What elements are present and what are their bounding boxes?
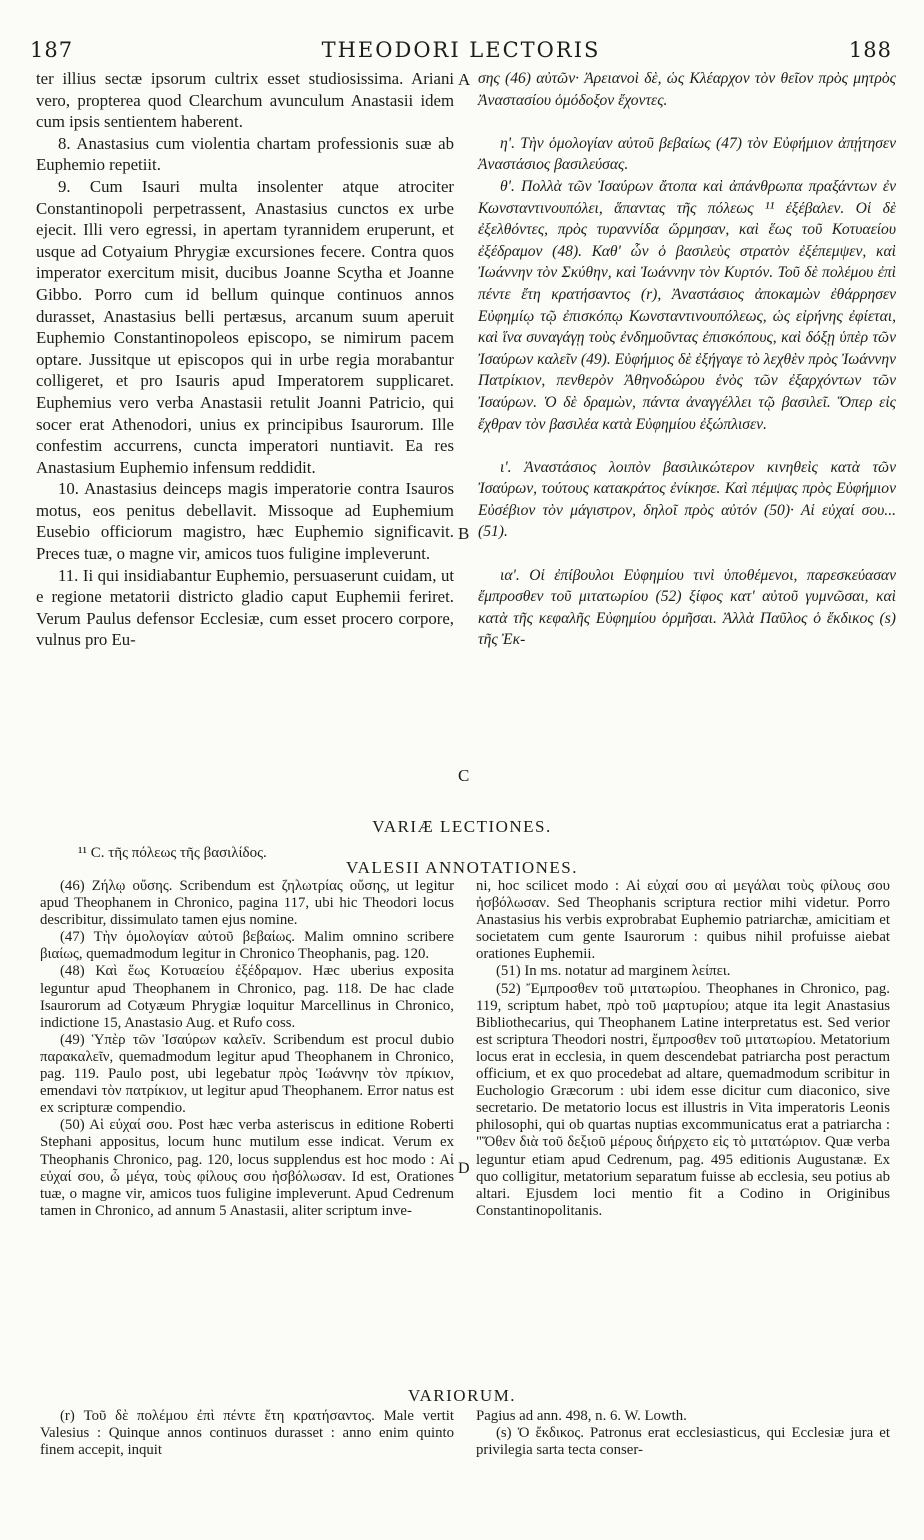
note: (50) Αἱ εὐχαί σου. Post hæc verba asteriscus in editione Roberti Stephani appositus, locum hunc mutilum esse indicat. Verum ex Theophanis Chronico, pag. 120, locus supplendus est hoc modo : Αἱ εὐχαί σου, ὦ μέγα, τοὺς φίλους σου ἠσβόλωσαν. Id est, Orationes tuæ, o magne vir, amicos tuos fuligine impleverunt. Apud Cedrenum tamen in Chronico, ad annum 5 Anastasii, aliter scriptum inve- — [40, 1117, 454, 1219]
variorum-right — [476, 1408, 890, 1459]
latin-para: ter illius sectæ ipsorum cultrix esset studiosissima. Ariani vero, propterea quod Clearchum avunculum Anastasii idem cum ipsis sentientem haberent. — [36, 69, 454, 132]
margin-marker-d: D — [458, 1160, 470, 1177]
variorum-note: (s) Ὁ ἔκδικος. Patronus erat ecclesiasticus, qui Ecclesiæ jura et privilegia sarta tecta conser- — [476, 1425, 890, 1459]
notes-right-column — [476, 878, 890, 1220]
variae-heading: VARIÆ LECTIONES. — [372, 817, 552, 836]
note: ni, hoc scilicet modo : Αἱ εὐχαί σου αἱ μεγάλαι τοὺς φίλους σου ἠσβόλωσαν. Sed Theophanis scriptura rectior mihi videtur. Porro Anastasius his verbis exprobrabat Euphemio patriarchæ, amicitiam et societatem cum gente Isaurorum : quibus nihil profuisse aiebat orationes Euphemii. — [476, 878, 890, 963]
note: (46) Ζήλῳ οὔσης. Scribendum est ζηλωτρίας οὔσης, ut legitur apud Theophanem in Chronico, pagina 117, ubi hic Theodori locus describitur, dissimulato tamen ejus nomine. — [40, 878, 454, 929]
greek-para: θ'. Πολλὰ τῶν Ἰσαύρων ἄτοπα καὶ ἀπάνθρωπα πραξάντων ἐν Κωνσταντινουπόλει, ἅπαντας τῆς πόλεως ¹¹ ἐξέβαλεν. Οἱ δὲ ἐξελθόντες, πρὸς τυραννίδα ὥρμησαν, καὶ ἕως τοῦ Κοτυαείου ἐξέδραμον (48). Καθ' ὧν ὁ βασιλεὺς στρατὸν ἐξέπεμψεν, καὶ Ἰωάννην τὸν Σκύθην, καὶ Ἰωάννην τὸν Κυρτόν. Τοῦ δὲ πολέμου ἐπὶ πέντε ἔτη κρατήσαντος (r), Ἀναστάσιος ἀποκαμὼν ἐθάρρησεν Εὐφημίῳ τῷ ἐπισκόπῳ Κωνσταντινουπόλεως, ὡς εἰρήνης ἐφίεται, καὶ ἵνα συναγάγῃ τοὺς ἐνδημοῦντας ἐπισκόπους, καὶ δόξῃ ὑπὲρ τῶν Ἰσαύρων καλεῖν (49). Εὐφήμιος δὲ ἐξήγαγε τὸ λεχθὲν πρὸς Ἰωάννην Πατρίκιον, πενθερὸν Ἀθηνοδώρου ἑνὸς τῶν ἐξαρχόντων τῶν Ἰσαύρων. Ὁ δὲ δραμὼν, πάντα ἀναγγέλλει τῷ βασιλεῖ. Ὅπερ εἰς ἔχθραν τὸν βασιλέα κατὰ Εὐφημίου ἐξώπλισεν. — [478, 177, 896, 433]
greek-para: η'. Τὴν ὁμολογίαν αὐτοῦ βεβαίως (47) τὸν Εὐφήμιον ἀπῄτησεν Ἀναστάσιος βασιλεύσας. — [478, 134, 896, 174]
latin-para: 9. Cum Isauri multa insolenter atque atrociter Constantinopoli perpetrassent, Anastasius cunctos ex urbe ejecit. Illi vero egressi, in apertam tyrannidem eruperunt, et usque ad Cotyaium Phrygiæ excursiones fecere. Contra quos imperator exercitum misit, ducibus Joanne Scytha et Joanne Gibbo. Porro cum id bellum quinque continuos annos durasset, Anastasius belli pertæsus, arcanum suum aperuit Euphemio Constantinopoleos episcopo, se nimirum pacem optare. Jussitque ut episcopos qui in urbe regia morabantur colligeret, et pro Isauris apud Imperatorem supplicaret. Euphemius vero verba Anastasii retulit Joanni Patricio, qui socer erat Athenodori, unius ex principibus Isaurorum. Ille confestim accurrens, cuncta imperatori nuntiavit. Ea res Anastasium Euphemio infensum reddidit. — [36, 176, 454, 477]
greek-para: ι'. Ἀναστάσιος λοιπὸν βασιλικώτερον κινηθεὶς κατὰ τῶν Ἰσαύρων, τούτους κατακράτος ἐνίκησε. Καὶ πέμψας πρὸς Εὐφήμιον Εὐσέβιον τὸν μάγιστρον, δηλοῖ πρὸς αὐτόν (50)· Αἱ εὐχαί σου... (51). — [478, 458, 896, 541]
notes-left-column — [40, 878, 454, 1220]
margin-marker-a: A — [458, 70, 471, 89]
note: (48) Καὶ ἕως Κοτυαείου ἐξέδραμον. Hæc uberius exposita leguntur apud Theophanem in Chronico, pag. 118. De hac clade Isaurorum ad Cotyæum Phrygiæ loquitur Marcellinus in Chronico, indictione 15, Anastasio Aug. et Rufo coss. — [40, 963, 454, 1031]
variorum-note: Pagius ad ann. 498, n. 6. W. Lowth. — [476, 1408, 687, 1424]
latin-para: 10. Anastasius deinceps magis imperatorie contra Isauros motus, eos penitus debellavit. Missoque ad Euphemium Eusebio officiorum magistro, hæc Euphemio significavit. Preces tuæ, o magne vir, amicos tuos fuligine impleverunt. — [36, 479, 454, 564]
running-header — [30, 38, 892, 68]
right-page-number: 188 — [848, 38, 892, 62]
variorum-heading: VARIORUM. — [407, 1386, 517, 1405]
valesii-heading: VALESII ANNOTATIONES. — [346, 858, 578, 877]
variorum-note: (r) Τοῦ δὲ πολέμου ἐπὶ πέντε ἔτη κρατήσαντος. Male vertit Valesius : Quinque annos continuos durasset : anno enim quinto finem accepit, inquit — [40, 1408, 454, 1459]
note: (51) In ms. notatur ad marginem λείπει. — [496, 963, 731, 980]
latin-para: 11. Ii qui insidiabantur Euphemio, persuaserunt cuidam, ut e regione metatorii districto gladio caput Euphemii feriret. Verum Paulus defensor Ecclesiæ, cum esset procero corpore, vulnus pro Eu- — [36, 565, 454, 650]
variant-note: ¹¹ C. τῆς πόλεως τῆς βασιλίδος. — [78, 845, 267, 861]
greek-para: σης (46) αὐτῶν· Ἀρειανοὶ δὲ, ὡς Κλέαρχον τὸν θεῖον πρὸς μητρὸς Ἀναστασίου ὁμόδοξον ἔχοντες. — [478, 70, 896, 109]
left-page-number: 187 — [30, 38, 74, 62]
running-title: THEODORI LECTORIS — [321, 38, 601, 62]
latin-column — [36, 68, 454, 651]
greek-para: ια'. Οἱ ἐπίβουλοι Εὐφημίου τινὶ ὑποθέμενοι, παρεσκεύασαν ἔμπροσθεν τοῦ μιτατωρίου (52) ξίφος κατ' αὐτοῦ γυμνῶσαι, καὶ κατὰ τῆς κεφαλῆς Εὐφημίου ὁρμῆσαι. Ἀλλὰ Παῦλος ὁ ἔκδικος (s) τῆς Ἐκ- — [478, 566, 896, 649]
note: (52) Ἔμπροσθεν τοῦ μιτατωρίου. Theophanes in Chronico, pag. 119, scriptum habet, πρὸ τοῦ μαρτυρίου; atque ita legit Anastasius Bibliothecarius, qui Theophanem Latine interpretatus est. Sed verior est scriptura Theodori nostri, ἔμπροσθεν τοῦ μιτατωρίου. Metatorium locus erat in ecclesia, in quem descendebat patriarcha post peractum officium, et ex quo procedebat ad altare, quemadmodum scribitur in Euchologio Græcorum : ubi idem esse dicitur cum diaconico, sive secretario. De metatorio locus est illustris in Vita imperatoris Leonis philosophi, qui ob quartas nuptias excommunicatus erat a patriarcha : "Ὅθεν διὰ τοῦ δεξιοῦ μέρους διήρχετο εἰς τὸ μιτατώριον. Quæ verba leguntur etiam apud Cedrenum, pag. 495 editionis Augustanæ. Ex quo colligitur, metatorium separatum fuisse ab ecclesia, seu potius ab altari. Ejusdem loci mentio fit a Codino in Originibus Constantinopolitanis. — [476, 980, 890, 1219]
note: (47) Τὴν ὁμολογίαν αὐτοῦ βεβαίως. Malim omnino scribere βιαίως, quemadmodum legitur in Chronico Theophanis, pag. 120. — [40, 929, 454, 963]
margin-marker-c: C — [458, 766, 470, 785]
latin-para: 8. Anastasius cum violentia chartam professionis suæ ab Euphemio repetiit. — [36, 133, 454, 175]
note: (49) Ὑπὲρ τῶν Ἰσαύρων καλεῖν. Scribendum est procul dubio παρακαλεῖν, quemadmodum legitur apud Theophanem in Chronico, pag. 119. Paulo post, ubi legebatur πρὸς Ἰωάννην τὸν πρίκιον, emendavi τὸν πατρίκιον, ut legitur apud Theophanem. Error natus est ex scripturæ compendio. — [40, 1031, 454, 1117]
variorum-left — [40, 1408, 454, 1459]
greek-column — [478, 68, 896, 651]
margin-marker-b: B — [458, 524, 470, 543]
